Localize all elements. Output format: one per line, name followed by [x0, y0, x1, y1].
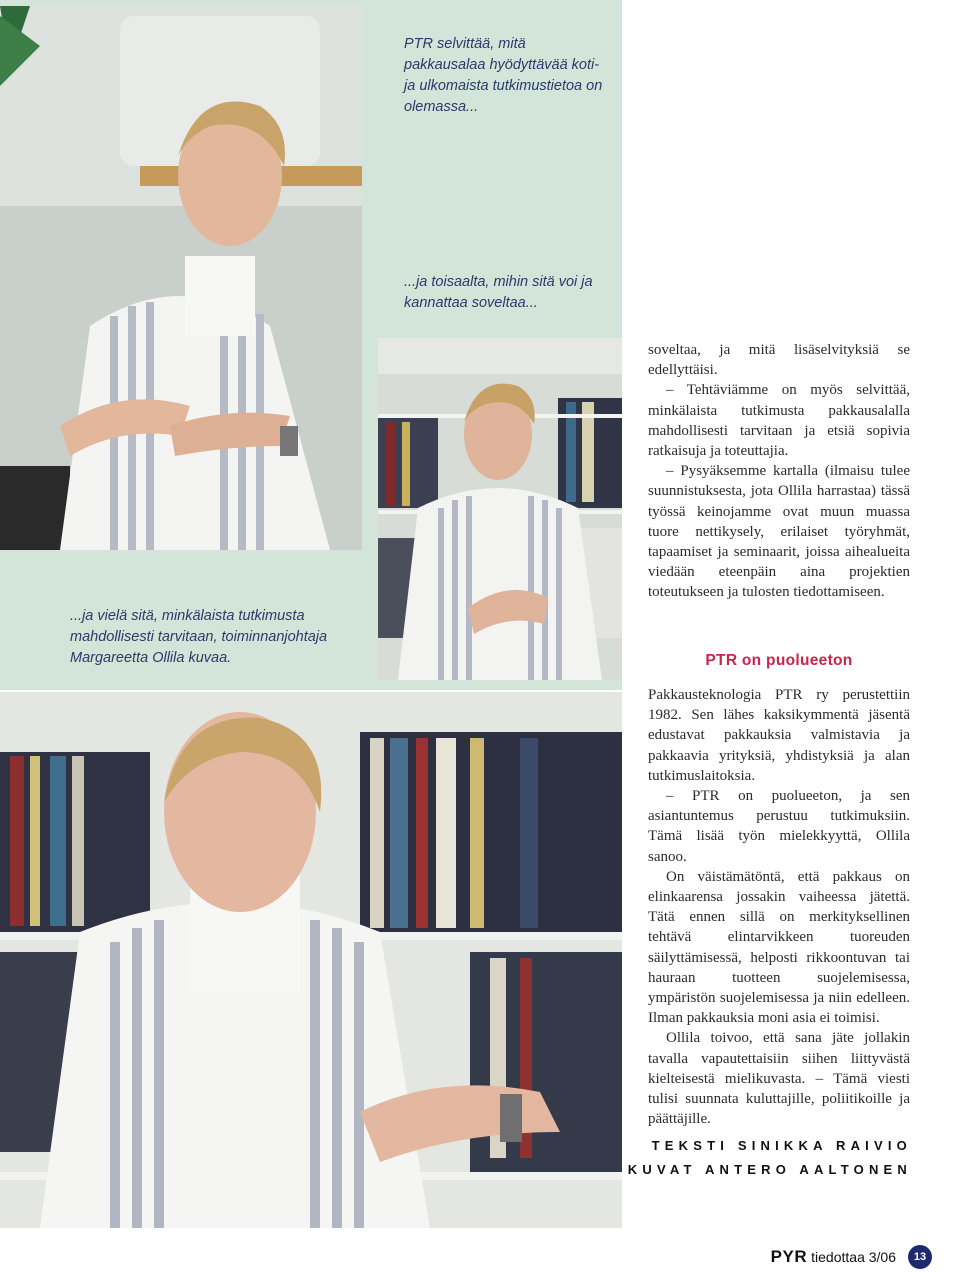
photo-portrait-large — [0, 692, 622, 1228]
brand-logo: PYR — [770, 1247, 808, 1266]
credit-photos: KUVAT ANTERO AALTONEN — [627, 1162, 912, 1177]
subheading: PTR on puolueeton — [705, 652, 853, 669]
paragraph: – Tehtäviämme on myös selvittää, minkälaista tutkimusta pakkausalalla mahdollisesti tarvitaan ja etsiä sopivia ratkaisuja ja toteuttajia. — [648, 382, 910, 460]
page-number-badge: 13 — [908, 1245, 932, 1269]
paragraph: On väistämätöntä, että pakkaus on elinkaarensa jossakin vaiheessa jätettä. Tätä ennen sillä on merkityksellinen tehtävä elintarvikkeen tuoreuden säilyttämisessä, helposti rikkoontuvan tai hauraan tuotteen suojelemisessa, ympäristön suojelemisessa ja niin edelleen. Ilman pakkauksia moni asia ei toimisi. — [648, 868, 910, 1027]
issue-label: tiedottaa 3/06 — [811, 1249, 896, 1265]
credit-text: TEKSTI SINIKKA RAIVIO — [651, 1138, 912, 1153]
paragraph: – Pysyäksemme kartalla (ilmaisu tulee suunnistuksesta, jota Ollila harrastaa) tässä työssä keinojamme ovat muun muassa tuore nettikysely, erilaiset työryhmät, tapaamiset ja seminaarit, joissa aihealueita viedään eteenpäin aina projektien toteutukseen ja tulosten tiedottamiseen. — [648, 463, 910, 601]
paragraph: – PTR on puolueeton, ja sen asiantuntemus perustuu tutkimuksiin. Tämä lisää työn mielekkyyttä, Ollila sanoo. — [648, 788, 910, 865]
paragraph: Pakkausteknologia PTR ry perustettiin 1982. Sen lähes kaksikymmentä jäsentä edustavat pakkauksia valmistavia ja pakkaavia yrityksiä, yhdistyksiä ja alan tutkimuslaitoksia. — [648, 687, 910, 784]
paragraph: soveltaa, ja mitä lisäselvityksiä se edellyttäisi. — [648, 342, 910, 379]
caption-left: ...ja vielä sitä, minkälaista tutkimusta mahdollisesti tarvitaan, toiminnanjohtaja Margareetta Ollila kuvaa. — [70, 608, 328, 666]
photo-portrait-speaking — [0, 6, 362, 550]
page-footer — [771, 1244, 932, 1270]
caption-middle: ...ja toisaalta, mihin sitä voi ja kannattaa soveltaa... — [404, 274, 593, 311]
photo-portrait-listening — [378, 338, 622, 680]
paragraph: Ollila toivoo, että sana jäte jollakin tavalla vapautettaisiin siihen liittyvästä kielteisestä mielikuvasta. – Tämä viesti tulisi suunnata kuluttajille, poliitikoille ja päättäjille. — [648, 1030, 910, 1128]
article-column-2 — [648, 685, 910, 1129]
caption-top: PTR selvittää, mitä pakkausalaa hyödyttävää koti- ja ulkomaista tutkimustietoa on olemassa... — [404, 36, 603, 115]
article-column-1 — [648, 340, 910, 603]
